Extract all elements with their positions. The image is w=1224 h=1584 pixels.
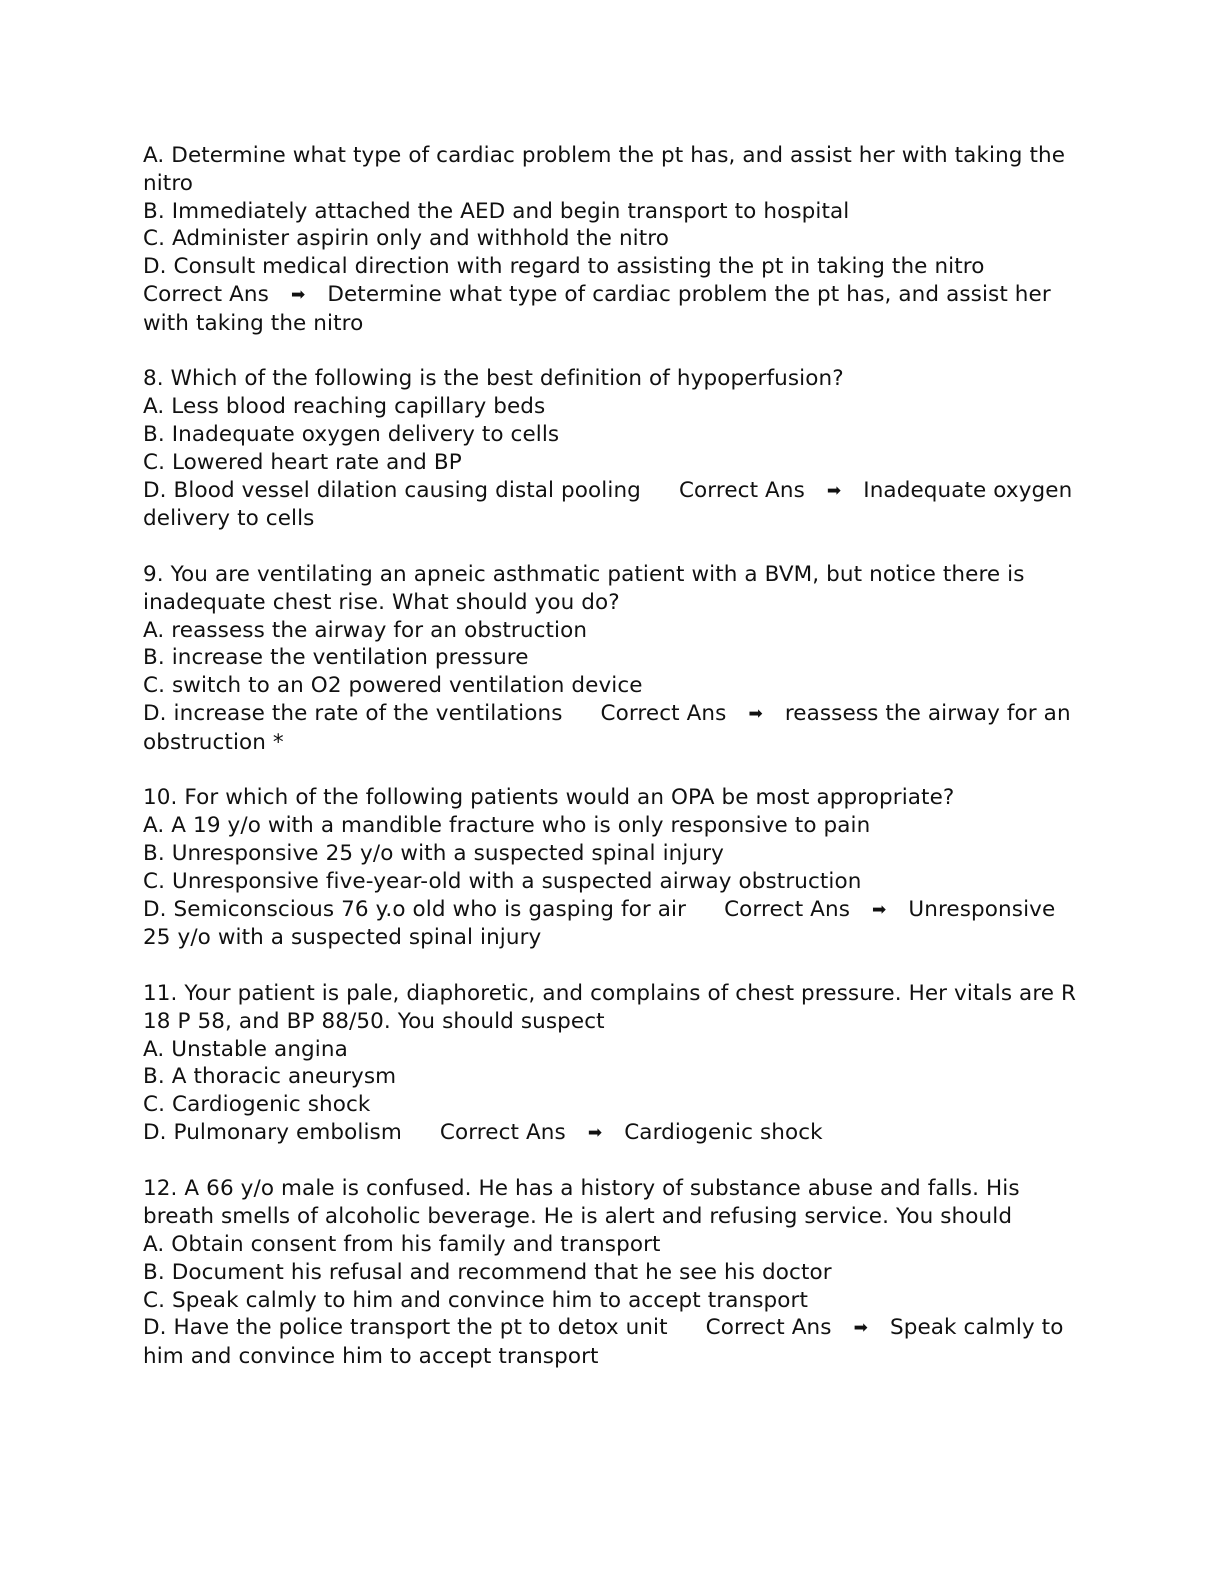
option-b: B. Inadequate oxygen delivery to cells <box>143 421 560 447</box>
option-d: D. Semiconscious 76 y.o old who is gasping for air <box>143 896 687 922</box>
option-d: D. Blood vessel dilation causing distal pooling <box>143 477 641 503</box>
option-c: C. switch to an O2 powered ventilation device <box>143 673 643 699</box>
option-a: A. Less blood reaching capillary beds <box>143 394 546 420</box>
option-a: A. Obtain consent from his family and transport <box>143 1232 661 1258</box>
question-block <box>143 365 1083 533</box>
option-c: C. Lowered heart rate and BP <box>143 449 462 475</box>
answer-label: Correct Ans <box>678 477 805 503</box>
answer-text: Inadequate oxygen delivery to cells <box>143 477 1073 532</box>
option-c: C. Cardiogenic shock <box>143 1092 371 1118</box>
option-c: C. Administer aspirin only and withhold the nitro <box>143 226 669 252</box>
option-b: B. Document his refusal and recommend that he see his doctor <box>143 1259 832 1285</box>
question-stem: 9. You are ventilating an apneic asthmatic patient with a BVM, but notice there is inadequate chest rise. What should you do? <box>143 561 1025 615</box>
option-a: A. Unstable angina <box>143 1036 348 1062</box>
option-d: D. Have the police transport the pt to detox unit <box>143 1315 668 1341</box>
arrow-right-icon: ➡ <box>290 284 306 305</box>
answer-label: Correct Ans <box>600 700 727 726</box>
option-b: B. Immediately attached the AED and begin transport to hospital <box>143 198 850 224</box>
question-stem: 12. A 66 y/o male is confused. He has a history of substance abuse and falls. His breath smells of alcoholic beverage. He is alert and refusing service. You should <box>143 1176 1020 1230</box>
answer-line <box>143 281 1083 338</box>
option-a: A. Determine what type of cardiac problem the pt has, and assist her with taking the nitro <box>143 143 1066 196</box>
arrow-right-icon: ➡ <box>853 1318 868 1339</box>
arrow-right-icon: ➡ <box>826 480 842 501</box>
answer-label: Correct Ans <box>143 281 269 307</box>
option-d: D. increase the rate of the ventilations <box>143 700 563 726</box>
answer-label: Correct Ans <box>439 1119 566 1145</box>
question-stem: 10. For which of the following patients would an OPA be most appropriate? <box>143 785 955 811</box>
question-block <box>143 980 1083 1148</box>
question-block <box>143 142 1083 338</box>
document-page <box>143 142 1083 1399</box>
option-d-with-answer <box>143 896 1083 953</box>
option-d: D. Consult medical direction with regard to assisting the pt in taking the nitro <box>143 254 985 280</box>
arrow-right-icon: ➡ <box>587 1122 603 1143</box>
option-c: C. Unresponsive five-year-old with a suspected airway obstruction <box>143 868 862 894</box>
option-d-with-answer <box>143 700 1083 757</box>
arrow-right-icon: ➡ <box>872 899 887 920</box>
question-block <box>143 1175 1083 1371</box>
answer-label: Correct Ans <box>724 896 851 922</box>
answer-text: Speak calmly to him and convince him to accept transport <box>143 1315 1064 1370</box>
question-stem: 11. Your patient is pale, diaphoretic, and complains of chest pressure. Her vitals are R 18 P 58, and BP 88/50. You should suspect <box>143 980 1077 1034</box>
option-c: C. Speak calmly to him and convince him to accept transport <box>143 1287 808 1313</box>
question-block <box>143 561 1083 757</box>
option-a: A. reassess the airway for an obstruction <box>143 617 588 643</box>
answer-text: Cardiogenic shock <box>624 1119 823 1145</box>
option-b: B. increase the ventilation pressure <box>143 645 529 671</box>
option-a: A. A 19 y/o with a mandible fracture who is only responsive to pain <box>143 813 871 839</box>
question-stem: 8. Which of the following is the best definition of hypoperfusion? <box>143 366 844 392</box>
answer-text: reassess the airway for an obstruction * <box>143 700 1071 755</box>
option-d-with-answer <box>143 477 1083 534</box>
answer-text: Unresponsive 25 y/o with a suspected spinal injury <box>143 896 1056 951</box>
option-b: B. A thoracic aneurysm <box>143 1064 397 1090</box>
option-b: B. Unresponsive 25 y/o with a suspected spinal injury <box>143 840 724 866</box>
option-d: D. Pulmonary embolism <box>143 1119 402 1145</box>
question-block <box>143 784 1083 952</box>
arrow-right-icon: ➡ <box>748 703 763 724</box>
option-d-with-answer <box>143 1119 1083 1148</box>
answer-label: Correct Ans <box>705 1315 832 1341</box>
option-d-with-answer <box>143 1314 1083 1371</box>
answer-text: Determine what type of cardiac problem the pt has, and assist her with taking the nitro <box>143 281 1051 336</box>
